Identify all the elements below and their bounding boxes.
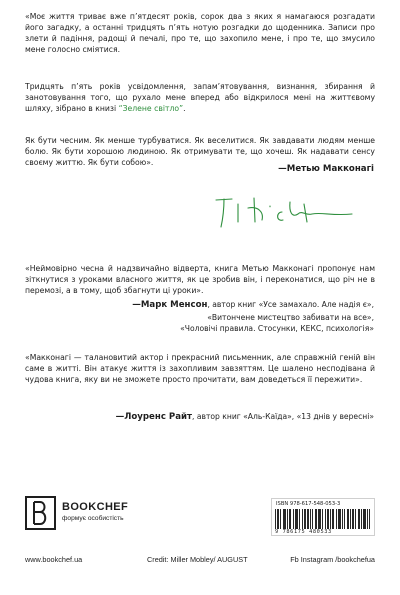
isbn-label: ISBN 978-617-548-053-3	[276, 501, 341, 507]
author-signature	[212, 192, 362, 230]
publisher-tagline: формує особистість	[62, 515, 124, 522]
quote-mark-manson: «Неймовірно чесна й надзвичайно відверта, книга Метью Макконагі пропонує нам зіткнутися з уроками власного життя, як це зробив він, і переконатися, що річ не в перемозі, а в тому, щоб збагнути ці уроки».	[25, 264, 375, 295]
barcode-icon	[275, 509, 373, 529]
bookchef-logo-icon	[25, 496, 56, 530]
quote-lawrence-wright: «Макконагі — талановитий актор і прекрасний письменник, але справжній геній він саме в житті. Він атакує життя із захопливим завзяттям. Це шалено несподівана й чудова книга, яку ви не зможете просто прочитати, вам доведеться її пережити».	[25, 353, 375, 384]
wright-name: —Лоуренс Райт	[115, 412, 193, 422]
manson-book-3: «Чоловічі правила. Стосунки, КЕКС, психологія»	[180, 324, 374, 333]
footer-photo-credit: Credit: Miller Mobley/ AUGUST	[147, 555, 248, 564]
main-author-attribution: —Метью Макконагі	[278, 164, 374, 174]
intro-paragraph-2-end: .	[183, 103, 186, 113]
isbn-barcode	[271, 498, 375, 536]
quote-lawrence-wright-attribution	[34, 411, 374, 423]
intro-paragraph-1: «Моє життя триває вже п’ятдесят років, сорок два з яких я намагаюся розгадати його загадку, а останні тридцять п’ять нотую розгадки до щоденника. Записи про злети й падіння, радощі й печалі, про те, що захопило мене, і про те, що змусило мене голосно сміятися.	[25, 12, 375, 54]
manson-attribution-line-1	[74, 299, 374, 312]
wright-books: , автор книг «Аль-Каїда», «13 днів у вересні»	[192, 412, 374, 421]
manson-name: —Марк Менсон	[132, 300, 208, 310]
manson-book-2: «Витончене мистецтво забивати на все»,	[207, 312, 374, 322]
publisher-name: BOOKCHEF	[62, 501, 129, 513]
intro-paragraph-2-text: Тридцять п’ять років усвідомлення, запам’ятовування, визнання, збирання й занотовування того, що рухало мене вперед або відкрилося мені на життєвому шляху, зібрано в книзі	[25, 82, 375, 113]
manson-book-1: , автор книг «Усе замахало. Але надія є»,	[207, 300, 374, 309]
quote-mark-manson-attribution	[74, 299, 374, 335]
intro-paragraph-3: Як бути чесним. Як менше турбуватися. Як веселитися. Як завдавати людям менше болю. Як бути хорошою людиною. Як отримувати те, що хочеш. Як надавати сенсу своєму життю. Як бути собою».	[25, 136, 375, 167]
intro-paragraph-2	[25, 82, 375, 115]
barcode-digits: 9 786175 480533	[275, 529, 332, 535]
footer-website[interactable]: www.bookchef.ua	[25, 555, 83, 564]
footer-social[interactable]: Fb Instagram /bookchefua	[290, 555, 375, 564]
book-title: “Зелене світло”	[118, 103, 184, 113]
